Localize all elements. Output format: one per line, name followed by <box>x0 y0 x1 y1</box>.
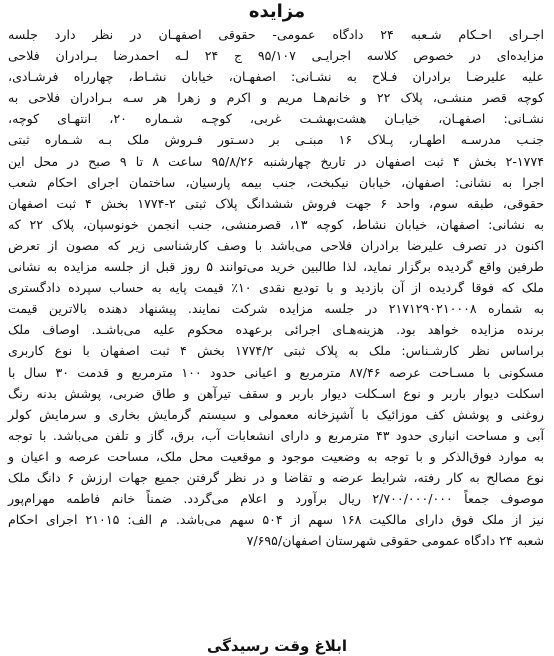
notice-line: روغنی و پوشش کف موزائیک با آشپزخانه معمولی و سیستم گرمایش بخاری و سرمایش کولر <box>8 406 544 422</box>
auction-notice-title: مزایده <box>248 1 306 22</box>
notice-line: اجرا به نشانی: اصفهان، خیابان نیکبخت، جنب بیمه پارسیان، ساختمان اجرای احکام شعب <box>8 174 544 190</box>
notice-line: مسکونی با مسـاحت عرصه ۸۷/۴۶ مترمربع و اعیانی حدود ۱۰۰ مترمربع و قدمت ۳۰ سال با <box>8 364 545 380</box>
notice-line: به نشانی: اصفهان، خیابان نشاط، کوچه ۱۳، قصرمنشی، جنب انجمن خونوسپان، پلاک ۲۲ که <box>8 216 544 232</box>
next-notice-title: ابلاغ وقت رسیدگی <box>207 637 347 655</box>
notice-line: آبی و مساحت انباری حدود ۴۳ مترمربع و دارای انشعابات آب، برق، گاز و تلفن می‌باشد. با توجه <box>8 427 545 443</box>
notice-line: نیز از ملک فوق دارای مالکیت ۱۶۸ سهم از ۵۰۴ سهم می‌باشد. م الف: ۲۱۰۱۵ اجرای احکام <box>8 512 544 528</box>
notice-line: به موارد فوق‌الذکر و با توجه به وضعیت موجود و موقعیت محل ملک، مساحت عرصه و اعیان و <box>8 448 544 464</box>
notice-line: ملک که فوقا گردیده از آن بازدید و با تودیع نقدی ۱۰٪ قیمت پایه به حساب سپرده دادگستری <box>8 280 544 296</box>
notice-line: مزایده‌ای در خصوص کلاسه اجرایـی ۹۵/۱۰۷ ج ۲۴ لـه احمدرضا بـرادران فلاحی <box>8 48 544 64</box>
notice-line: به شماره ۲۱۷۱۲۹۰۲۱۰۰۰۸ در جلسه مزایده شرکت نمایند. پیشنهاد دهنده بالاترین قیمت <box>8 301 544 317</box>
notice-line: اسکلت دیوار باربر و نوع اسـکلت دیوار باربر و سقف تیرآهن و طاق ضربی، پوشش بدنه رنگ <box>8 385 544 401</box>
notice-line: نشـانی: اصفهـان، خیابـان هشت‌بهشـت غربی، کوچـه شـماره ۲۰، انتهـای کوچه، <box>8 111 544 127</box>
notice-line: شعبه ۲۴ دادگاه عمومی حقوقی شهرستان اصفهان/۷/۶۹۵ <box>246 533 544 549</box>
notice-line: کوچه قصر منشـی، پلاک ۲۲ و خانم‌هـا مریم و اکرم و زهرا هر سـه بـرادران فلاحی به <box>8 90 544 106</box>
notice-line: ۲-۱۷۷۴ بخش ۴ ثبت اصفهان در تاریخ چهارشنبه ۹۵/۸/۲۶ ساعت ۸ تا ۹ صبح در محل این <box>8 153 544 169</box>
notice-line: برنده مزایده خواهد بود. هزینه‌هـای اجرائی برعهده محکوم علیه می‌باشـد. اوصاف ملک <box>8 322 544 338</box>
notice-line: علیه علیرضـا برادران فـلاح به نشـانی: اصفهـان، خیابان نشـاط، چهارراه فرشـادی، <box>8 69 544 85</box>
auction-notice-body <box>8 24 544 551</box>
notice-line: موصوف جمعاً ۲/۷۰۰/۰۰۰/۰۰۰ ریال برآورد و اعلام می‌گردد. ضمناً خانم فاطمه مهرام‌پور <box>8 491 544 507</box>
notice-line: حقوقی، طبقه سوم، واحد ۶ جهت فروش ششدانگ پلاک ثبتی ۲-۱۷۷۴ بخش ۴ ثبت اصفهان <box>8 195 545 211</box>
notice-line: نوع مصالح به کار رفته، شرایط عرضه و تقاضا و در نظر گرفتن جمیع جهات ارزش ۶ دانگ ملک <box>8 469 544 485</box>
notice-line: براساس نظر کارشـناس: ملک به پلاک ثبتی ۱۷۷۴/۲ بخش ۴ ثبت اصفهان با نوع کاربری <box>8 343 544 359</box>
notice-line: اجـرای احـکام شـعبه ۲۴ دادگاه عمومی- حقوقی اصفهـان در نظر دارد جلسه <box>8 27 544 42</box>
notice-line: جنـب مدرسـه اطهـار، پـلاک ۱۶ مبنـی بر دسـتور فـروش ملک بـه شـماره ثبتی <box>8 132 544 148</box>
notice-line: طرفین واقع گردیده برگزار نماید، لذا طالبین خرید می‌توانند ۵ روز قبل از جلسه مزایده به نشانی <box>8 259 545 275</box>
notice-line: اکنون در تصرف علیرضا برادران فلاحی می‌باشد با وصف کارشناسی زیر که مصون از تعرض <box>8 237 544 253</box>
